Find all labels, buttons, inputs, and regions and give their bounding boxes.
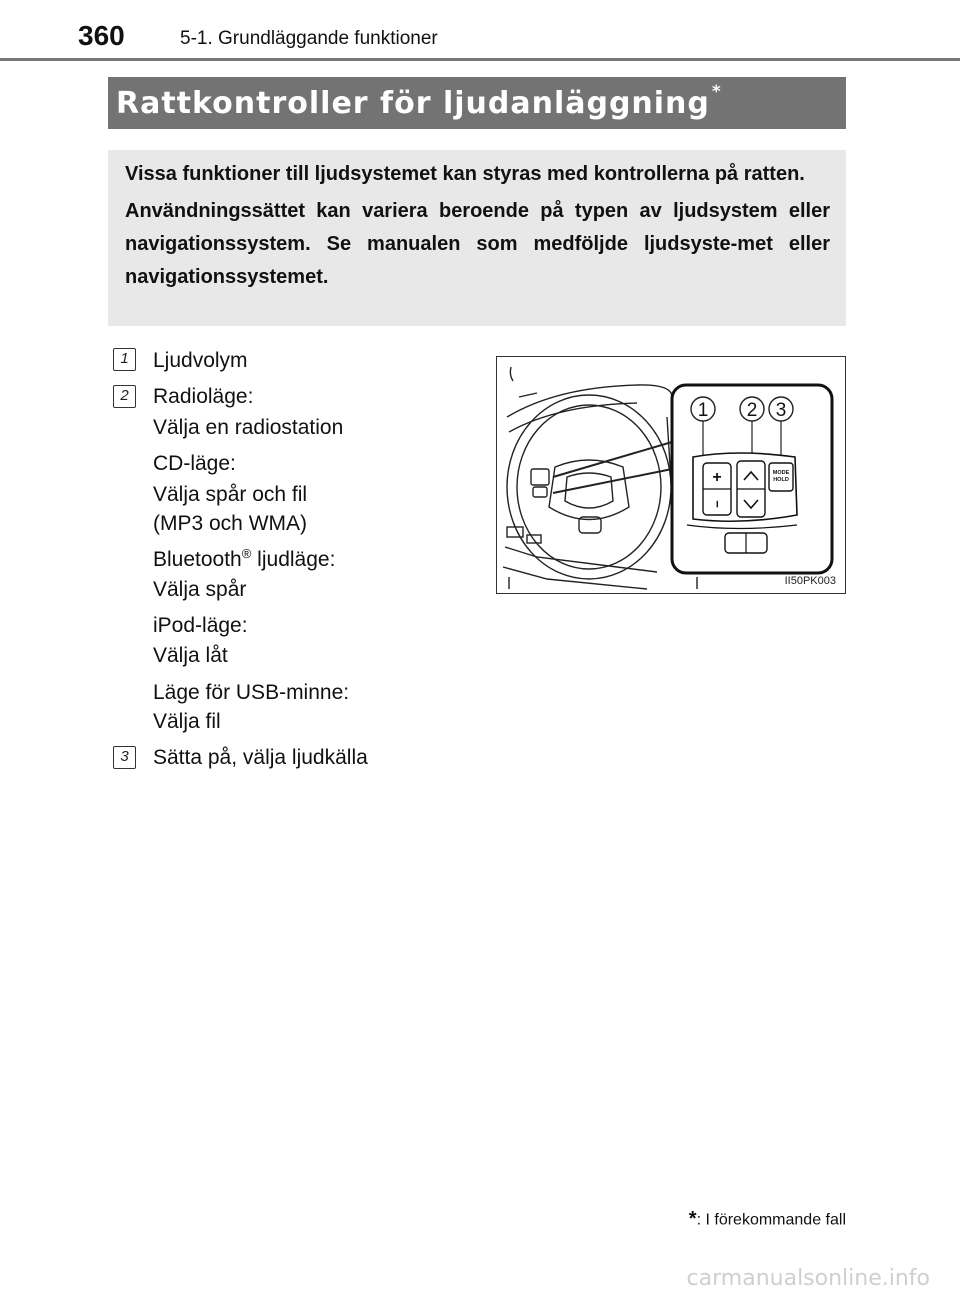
footnote-text: : I förekommande fall	[696, 1211, 846, 1229]
page-number: 360	[78, 20, 125, 51]
watermark: carmanualsonline.info	[686, 1266, 930, 1291]
item-2-ipod-title: iPod-läge:	[153, 614, 248, 637]
intro-paragraph-1: Vissa funktioner till ljudsystemet kan styras med kontrollerna på ratten.	[125, 163, 805, 185]
item-2-cd-desc: Välja spår och fil	[153, 483, 308, 506]
steering-wheel-illustration	[497, 357, 846, 594]
steering-wheel-figure	[496, 356, 846, 594]
item-1-label: Ljudvolym	[153, 349, 248, 372]
item-2-radio-desc: Välja en radiostation	[153, 416, 344, 439]
item-2-usb-desc: Välja fil	[153, 710, 221, 733]
hold-button-label: HOLD	[773, 477, 789, 483]
bt-title-rest: ljudläge:	[251, 548, 336, 571]
intro-box	[108, 150, 846, 326]
mode-button-label: MODE	[772, 470, 790, 476]
item-2-usb-title: Läge för USB-minne:	[153, 681, 350, 704]
header-rule	[0, 58, 960, 61]
section-title: 5-1. Grundläggande funktioner	[180, 28, 438, 49]
callout-1: 1	[697, 400, 709, 421]
item-number-1: 1	[113, 348, 136, 371]
item-2-ipod-desc: Välja låt	[153, 644, 228, 667]
volume-plus-label: +	[712, 469, 722, 486]
footnote-marker: *	[688, 1208, 697, 1230]
item-2-cd-title: CD-läge:	[153, 452, 236, 475]
registered-mark: ®	[241, 546, 252, 561]
item-2-radio-title: Radioläge:	[153, 385, 254, 408]
volume-minus-label: −	[710, 500, 725, 508]
item-2-bt-desc: Välja spår	[153, 578, 247, 601]
page-header	[0, 0, 960, 62]
intro-paragraph-2: Användningssättet kan variera beroende på typen av ljudsystem eller navigationssystem. Se manualen som medföljde ljudsyste-met eller navigationssystemet.	[125, 200, 830, 288]
bt-title: Bluetooth	[153, 548, 242, 571]
title-footnote-marker: *	[711, 82, 722, 102]
title-bar	[108, 77, 846, 129]
footnote	[689, 1209, 846, 1232]
callout-2: 2	[746, 400, 758, 421]
page-title	[116, 82, 722, 121]
item-3-label: Sätta på, välja ljudkälla	[153, 746, 368, 769]
item-2-bt-title	[153, 544, 335, 575]
callout-3: 3	[775, 400, 787, 421]
figure-code: II50PK003	[784, 575, 836, 587]
page-title-text: Rattkontroller för ljudanläggning	[116, 86, 710, 121]
item-2-cd-note: (MP3 och WMA)	[153, 512, 308, 535]
item-number-2: 2	[113, 385, 136, 408]
item-number-3: 3	[113, 746, 136, 769]
